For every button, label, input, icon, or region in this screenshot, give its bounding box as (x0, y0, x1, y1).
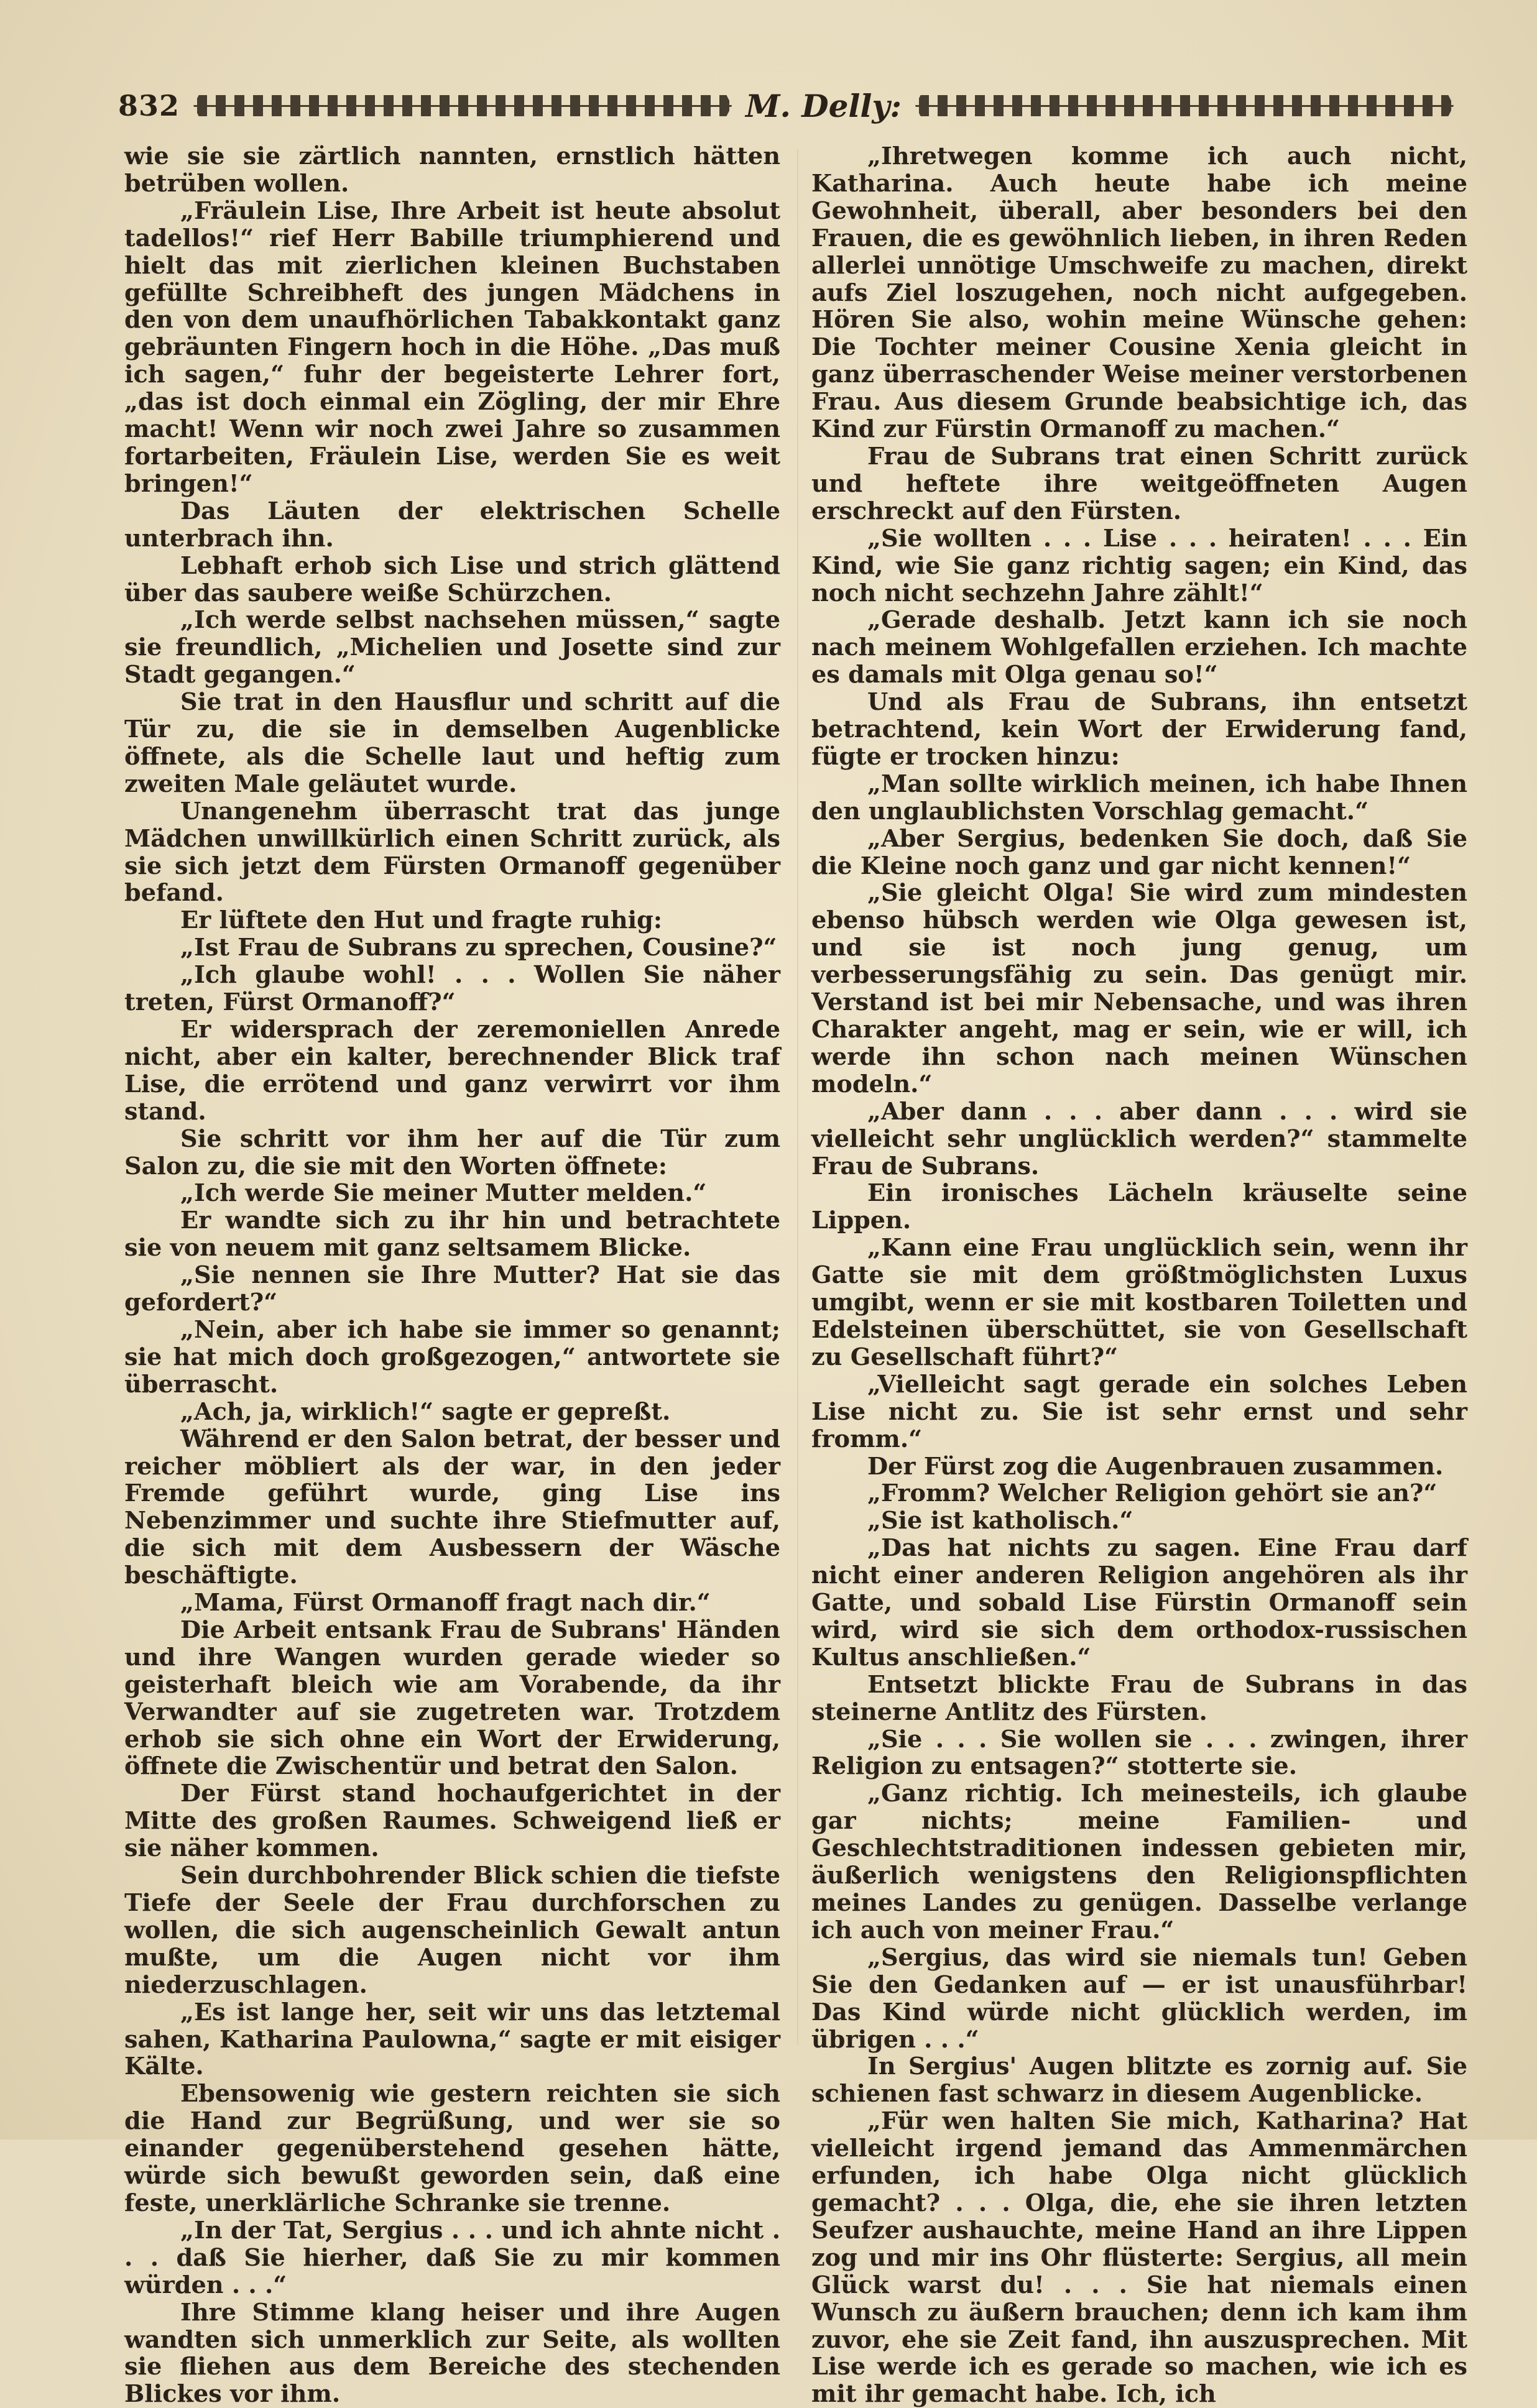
paragraph: „Kann eine Frau unglücklich sein, wenn ihr Gatte sie mit dem größtmöglichsten Luxus umgibt, wenn er sie mit kostbaren Toiletten und Edelsteinen überschüttet, sie von Gesellschaft zu Gesellschaft führt?“ (811, 1234, 1467, 1371)
paragraph: „Aber Sergius, bedenken Sie doch, daß Sie die Kleine noch ganz und gar nicht kennen!“ (811, 824, 1467, 880)
paragraph: Sie schritt vor ihm her auf die Tür zum Salon zu, die sie mit den Worten öffnete: (124, 1124, 780, 1180)
paragraph: Lebhaft erhob sich Lise und strich glättend über das saubere weiße Schürzchen. (124, 551, 780, 607)
paragraph: Das Läuten der elektrischen Schelle unterbrach ihn. (124, 497, 780, 553)
ornament-rule-left (193, 95, 732, 116)
paragraph: „Gerade deshalb. Jetzt kann ich sie noch nach meinem Wohlgefallen erziehen. Ich machte es damals mit Olga genau so!“ (811, 606, 1467, 689)
paragraph: In Sergius' Augen blitzte es zornig auf. Sie schienen fast schwarz in diesem Augenblicke. (811, 2052, 1467, 2108)
paragraph: „Fromm? Welcher Religion gehört sie an?“ (867, 1479, 1438, 1508)
paragraph: „Aber dann . . . aber dann . . . wird sie vielleicht sehr unglücklich werden?“ stammelte Frau de Subrans. (811, 1097, 1467, 1180)
paragraph: „Ist Frau de Subrans zu sprechen, Cousine?“ (180, 934, 777, 962)
paragraph: Unangenehm überrascht trat das junge Mädchen unwillkürlich einen Schritt zurück, als sie sich jetzt dem Fürsten Ormanoff gegenüber befand. (124, 797, 780, 908)
paragraph: „Das hat nichts zu sagen. Eine Frau darf nicht einer anderen Religion angehören als ihr Gatte, und sobald Lise Fürstin Ormanoff sein wird, wird sie sich dem orthodox-russischen Kultus anschließen.“ (811, 1534, 1467, 1671)
paragraph: Er wandte sich zu ihr hin und betrachtete sie von neuem mit ganz seltsamem Blicke. (124, 1206, 780, 1262)
paragraph: „Sie . . . Sie wollen sie . . . zwingen, ihrer Religion zu entsagen?“ stotterte sie. (811, 1725, 1467, 1781)
paragraph: Sie trat in den Hausflur und schritt auf die Tür zu, die sie in demselben Augenblicke öffnete, als die Schelle laut und heftig zum zweiten Male geläutet wurde. (124, 688, 780, 798)
text-column-left (124, 143, 780, 2408)
paragraph: Die Arbeit entsank Frau de Subrans' Händen und ihre Wangen wurden gerade wieder so geisterhaft bleich wie am Vorabende, da ihr Verwandter auf sie zugetreten war. Trotzdem erhob sie sich ohne ein Wort der Erwiderung, öffnete die Zwischentür und betrat den Salon. (124, 1615, 780, 1781)
paragraph: Ihre Stimme klang heiser und ihre Augen wandten sich unmerklich zur Seite, als wollten sie fliehen aus dem Bereiche des stechenden Blickes vor ihm. (124, 2298, 780, 2408)
paragraph: Der Fürst stand hochaufgerichtet in der Mitte des großen Raumes. Schweigend ließ er sie näher kommen. (124, 1780, 780, 1863)
paragraph: „Für wen halten Sie mich, Katharina? Hat vielleicht irgend jemand das Ammenmärchen erfunden, ich habe Olga nicht glücklich gemacht? . . . Olga, die, ehe sie ihren letzten Seufzer aushauchte, meine Hand an ihre Lippen zog und mir ins Ohr flüsterte: Sergius, all mein Glück warst du! . . . Sie hat niemals einen Wunsch zu äußern brauchen; denn ich kam ihm zuvor, ehe sie Zeit fand, ihn auszusprechen. Mit Lise werde ich es gerade so machen, wie ich es mit ihr gemacht habe. Ich, ich (811, 2107, 1467, 2408)
paragraph: „Sie ist katholisch.“ (867, 1507, 1133, 1535)
paragraph: „Sie gleicht Olga! Sie wird zum mindesten ebenso hübsch werden wie Olga gewesen ist, und sie ist noch jung genug, um verbesserungsfähig zu sein. Das genügt mir. Verstand ist bei mir Nebensache, und was ihren Charakter angeht, mag er sein, wie er will, ich werde ihn schon nach meinen Wünschen modeln.“ (811, 879, 1467, 1098)
paragraph: „Vielleicht sagt gerade ein solches Leben Lise nicht zu. Sie ist sehr ernst und sehr fromm.“ (811, 1370, 1467, 1453)
running-head-author: M. Delly: (745, 87, 902, 124)
paragraph: „Mama, Fürst Ormanoff fragt nach dir.“ (180, 1589, 711, 1617)
paragraph: „Ich werde selbst nachsehen müssen,“ sagte sie freundlich, „Michelien und Josette sind zur Stadt gegangen.“ (124, 606, 780, 689)
paragraph: „In der Tat, Sergius . . . und ich ahnte nicht . . . daß Sie hierher, daß Sie zu mir kommen würden . . .“ (124, 2216, 780, 2299)
paragraph: Sein durchbohrender Blick schien die tiefste Tiefe der Seele der Frau durchforschen zu wollen, die sich augenscheinlich Gewalt antun mußte, um die Augen nicht vor ihm niederzuschlagen. (124, 1862, 780, 1999)
paragraph: „Ach, ja, wirklich!“ sagte er gepreßt. (180, 1397, 671, 1426)
paragraph: Und als Frau de Subrans, ihn entsetzt betrachtend, kein Wort der Erwiderung fand, fügte er trocken hinzu: (811, 688, 1467, 771)
paragraph: „Ganz richtig. Ich meinesteils, ich glaube gar nichts; meine Familien- und Geschlechtstraditionen indessen gebieten mir, äußerlich wenigstens den Religionspflichten meines Landes zu genügen. Dasselbe verlange ich auch von meiner Frau.“ (811, 1780, 1467, 1944)
paragraph: Frau de Subrans trat einen Schritt zurück und heftete ihre weitgeöffneten Augen erschreckt auf den Fürsten. (811, 442, 1467, 525)
paragraph: Ein ironisches Lächeln kräuselte seine Lippen. (811, 1179, 1467, 1235)
paragraph: „Sergius, das wird sie niemals tun! Geben Sie den Gedanken auf — er ist unausführbar! Das Kind würde nicht glücklich werden, im übrigen . . .“ (811, 1943, 1467, 2054)
ornament-rule-right (915, 95, 1454, 116)
paragraph: „Sie nennen sie Ihre Mutter? Hat sie das gefordert?“ (124, 1261, 780, 1317)
paragraph: „Man sollte wirklich meinen, ich habe Ihnen den unglaublichsten Vorschlag gemacht.“ (811, 770, 1467, 825)
paragraph: Ebensowenig wie gestern reichten sie sich die Hand zur Begrüßung, und wer sie so einander gegenüberstehend gesehen hätte, würde sich bewußt geworden sein, daß eine feste, unerklärliche Schranke sie trenne. (124, 2080, 780, 2217)
paragraph: „Ich werde Sie meiner Mutter melden.“ (180, 1179, 707, 1208)
paragraph: „Ich glaube wohl! . . . Wollen Sie näher treten, Fürst Ormanoff?“ (124, 961, 780, 1017)
paragraph: wie sie sie zärtlich nannten, ernstlich hätten betrüben wollen. (124, 142, 780, 198)
page-header (118, 81, 1467, 131)
paragraph: „Fräulein Lise, Ihre Arbeit ist heute absolut tadellos!“ rief Herr Babille triumphierend und hielt das mit zierlichen kleinen Buchstaben gefüllte Schreibheft des jungen Mädchens in den von dem unaufhörlichen Tabakkontakt ganz gebräunten Fingern hoch in die Höhe. „Das muß ich sagen,“ fuhr der begeisterte Lehrer fort, „das ist doch einmal ein Zögling, der mir Ehre macht! Wenn wir noch zwei Jahre so zusammen fortarbeiten, Fräulein Lise, werden Sie es weit bringen!“ (124, 196, 780, 498)
paragraph: Er lüftete den Hut und fragte ruhig: (180, 906, 662, 935)
paragraph: „Sie wollten . . . Lise . . . heiraten! . . . Ein Kind, wie Sie ganz richtig sagen; ein Kind, das noch nicht sechzehn Jahre zählt!“ (811, 524, 1467, 607)
paragraph: Der Fürst zog die Augenbrauen zusammen. (867, 1452, 1444, 1481)
paragraph: „Ihretwegen komme ich auch nicht, Katharina. Auch heute habe ich meine Gewohnheit, überall, aber besonders bei den Frauen, die es gewöhnlich lieben, in ihren Reden allerlei unnötige Umschweife zu machen, direkt aufs Ziel loszugehen, noch nicht aufgegeben. Hören Sie also, wohin meine Wünsche gehen: Die Tochter meiner Cousine Xenia gleicht in ganz überraschender Weise meiner verstorbenen Frau. Aus diesem Grunde beabsichtige ich, das Kind zur Fürstin Ormanoff zu machen.“ (811, 142, 1467, 444)
column-divider (797, 149, 798, 2045)
paragraph: Entsetzt blickte Frau de Subrans in das steinerne Antlitz des Fürsten. (811, 1670, 1467, 1726)
paragraph: „Nein, aber ich habe sie immer so genannt; sie hat mich doch großgezogen,“ antwortete sie überrascht. (124, 1315, 780, 1399)
paragraph: „Es ist lange her, seit wir uns das letztemal sahen, Katharina Paulowna,“ sagte er mit eisiger Kälte. (124, 1998, 780, 2081)
page-number: 832 (118, 89, 180, 122)
paragraph: Er widersprach der zeremoniellen Anrede nicht, aber ein kalter, berechnender Blick traf Lise, die errötend und ganz verwirrt vor ihm stand. (124, 1016, 780, 1126)
paragraph: Während er den Salon betrat, der besser und reicher möbliert als der war, in den jeder Fremde geführt wurde, ging Lise ins Nebenzimmer und suchte ihre Stiefmutter auf, die sich mit dem Ausbessern der Wäsche beschäftigte. (124, 1425, 780, 1590)
text-column-right (811, 143, 1467, 2408)
